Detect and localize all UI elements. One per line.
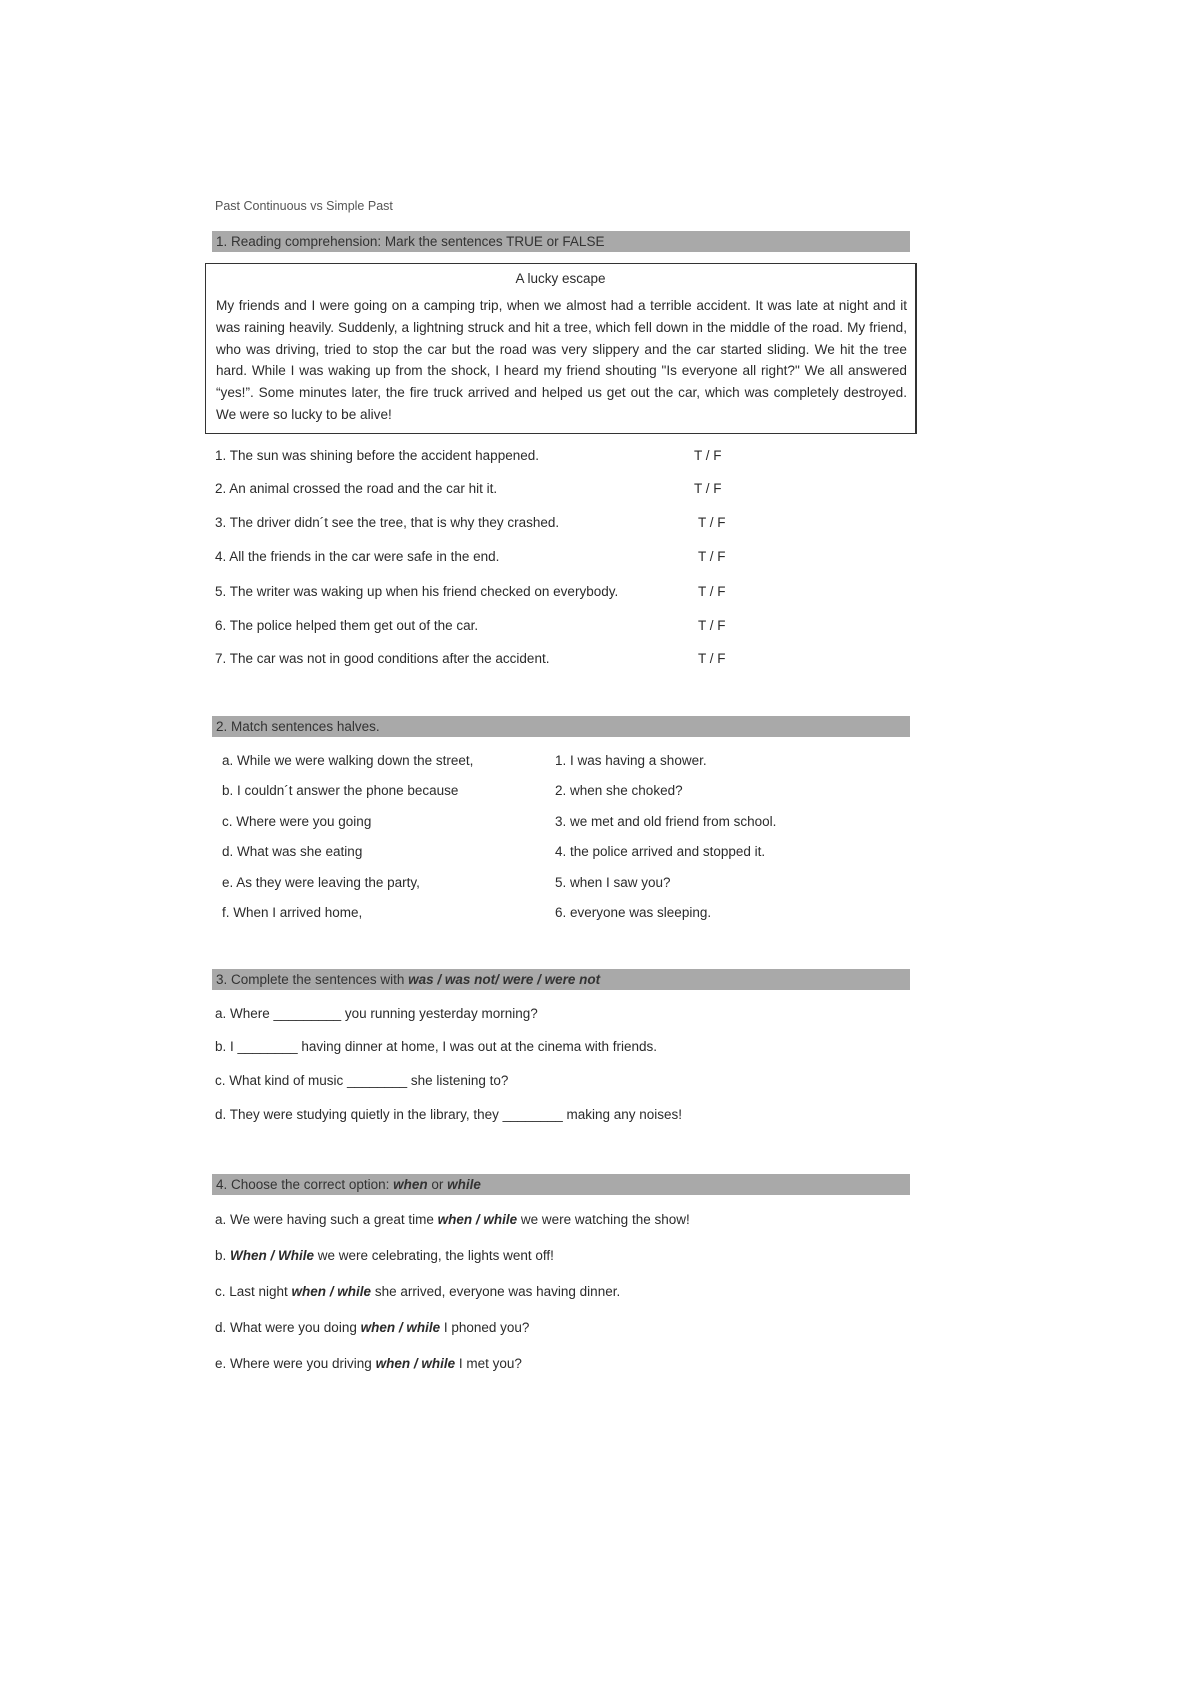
statement-4: 4. All the friends in the car were safe in the end. (215, 549, 500, 564)
match-left-item: c. Where were you going (222, 814, 372, 829)
sentence-end: you running yesterday morning? (341, 1006, 538, 1021)
answer-blank[interactable]: ________ (237, 1039, 298, 1054)
choice-sentence (215, 1356, 522, 1371)
when-while-option[interactable]: when / while (360, 1320, 441, 1335)
document-title: Past Continuous vs Simple Past (215, 199, 393, 213)
statement-5: 5. The writer was waking up when his friend checked on everybody. (215, 584, 619, 599)
sentence-end: having dinner at home, I was out at the cinema with friends. (297, 1039, 658, 1054)
answer-blank[interactable]: ________ (347, 1073, 408, 1088)
sentence-start: c. What kind of music (215, 1073, 348, 1088)
true-false-choice[interactable]: T / F (698, 549, 726, 564)
match-right-item: 6. everyone was sleeping. (555, 905, 712, 920)
statement-1: 1. The sun was shining before the accident happened. (215, 448, 539, 463)
story-title: A lucky escape (515, 271, 606, 286)
when-while-option[interactable]: When / While (230, 1248, 315, 1263)
heading-while: while (447, 1177, 481, 1192)
choice-sentence (215, 1284, 620, 1299)
sentence-end: she listening to? (407, 1073, 509, 1088)
match-left-item: b. I couldn´t answer the phone because (222, 783, 459, 798)
fill-in-sentence (215, 1039, 657, 1054)
choice-sentence (215, 1212, 690, 1227)
match-left-item: e. As they were leaving the party, (222, 875, 420, 890)
answer-blank[interactable]: ________ (502, 1107, 563, 1122)
sentence-end: we were celebrating, the lights went off! (314, 1248, 554, 1263)
story-box (205, 263, 917, 434)
statement-2: 2. An animal crossed the road and the car hit it. (215, 481, 498, 496)
statement-7: 7. The car was not in good conditions after the accident. (215, 651, 550, 666)
story-text: My friends and I were going on a camping trip, when we almost had a terrible accident. It was late at night and it was raining heavily. Suddenly, a lightning struck and hit a tree, which fell down in the middle of the road. My friend, who was driving, tried to stop the car but the road was very slippery and the car started sliding. We hit the tree hard. While I was waking up from the shock, I heard my friend shouting "Is everyone all right?" We all answered “yes!”. Some minutes later, the fire truck arrived and helped us get out the car, which was completely destroyed. We were so lucky to be alive! (216, 298, 907, 422)
sentence-start: d. They were studying quietly in the library, they (215, 1107, 503, 1122)
true-false-choice[interactable]: T / F (694, 481, 722, 496)
section-4-heading (212, 1174, 910, 1195)
sentence-start: e. Where were you driving (215, 1356, 376, 1371)
match-left-item: a. While we were walking down the street, (222, 753, 474, 768)
sentence-start: b. (215, 1248, 231, 1263)
fill-in-sentence (215, 1006, 538, 1021)
match-left-item: f. When I arrived home, (222, 905, 363, 920)
sentence-start: d. What were you doing (215, 1320, 361, 1335)
match-right-item: 1. I was having a shower. (555, 753, 707, 768)
choice-sentence (215, 1320, 529, 1335)
when-while-option[interactable]: when / while (291, 1284, 372, 1299)
true-false-choice[interactable]: T / F (694, 448, 722, 463)
sentence-end: she arrived, everyone was having dinner. (371, 1284, 621, 1299)
when-while-option[interactable]: when / while (437, 1212, 518, 1227)
statement-3: 3. The driver didn´t see the tree, that is why they crashed. (215, 515, 560, 530)
sentence-end: making any noises! (562, 1107, 683, 1122)
sentence-end: I phoned you? (440, 1320, 530, 1335)
match-right-item: 5. when I saw you? (555, 875, 671, 890)
true-false-choice[interactable]: T / F (698, 584, 726, 599)
section-3-heading (212, 969, 910, 990)
section-2-heading: 2. Match sentences halves. (212, 716, 910, 737)
fill-in-sentence (215, 1073, 508, 1088)
heading-options: was / was not/ were / were not (408, 972, 601, 987)
match-right-item: 2. when she choked? (555, 783, 683, 798)
when-while-option[interactable]: when / while (375, 1356, 456, 1371)
sentence-end: we were watching the show! (517, 1212, 690, 1227)
true-false-choice[interactable]: T / F (698, 515, 726, 530)
sentence-start: b. I (215, 1039, 238, 1054)
heading-text: 3. Complete the sentences with (216, 972, 409, 987)
true-false-choice[interactable]: T / F (698, 618, 726, 633)
sentence-start: c. Last night (215, 1284, 292, 1299)
match-right-item: 4. the police arrived and stopped it. (555, 844, 766, 859)
heading-when: when (393, 1177, 428, 1192)
sentence-start: a. Where (215, 1006, 274, 1021)
statement-6: 6. The police helped them get out of the car. (215, 618, 479, 633)
heading-or: or (427, 1177, 448, 1192)
fill-in-sentence (215, 1107, 682, 1122)
section-1-heading: 1. Reading comprehension: Mark the sentences TRUE or FALSE (212, 231, 910, 252)
true-false-choice[interactable]: T / F (698, 651, 726, 666)
sentence-end: I met you? (455, 1356, 522, 1371)
heading-text: 4. Choose the correct option: (216, 1177, 394, 1192)
choice-sentence (215, 1248, 554, 1263)
sentence-start: a. We were having such a great time (215, 1212, 438, 1227)
match-left-item: d. What was she eating (222, 844, 363, 859)
answer-blank[interactable]: _________ (273, 1006, 342, 1021)
match-right-item: 3. we met and old friend from school. (555, 814, 777, 829)
